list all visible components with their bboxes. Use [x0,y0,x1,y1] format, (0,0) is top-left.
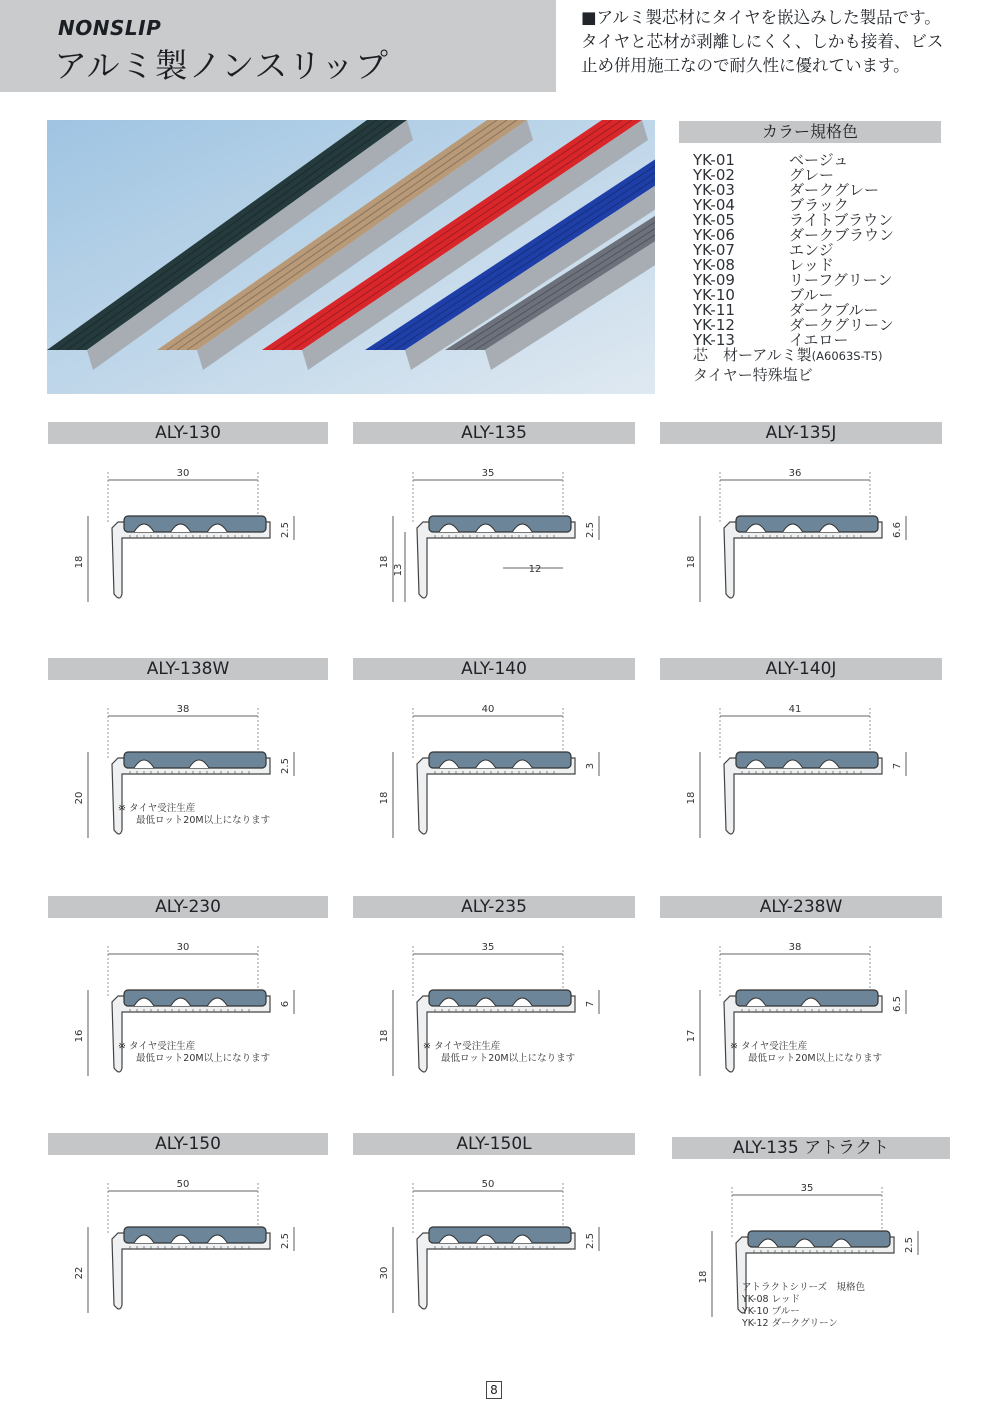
color-name: ライトブラウン [789,211,894,229]
product-note: ※ タイヤ受注生産 [118,1041,196,1052]
dimension-label: 41 [788,704,802,715]
profile-drawing [353,452,635,652]
profile-drawing [672,1167,950,1367]
page-number: 8 [486,1381,502,1399]
profile-drawing [660,688,942,888]
product-heading: ALY-130 [48,422,328,444]
color-name: ブルー [789,286,834,304]
aluminum-core [417,758,575,834]
product-note: ※ タイヤ受注生産 [118,803,196,814]
color-name: エンジ [789,241,834,259]
dimension-label: 38 [788,942,802,953]
color-name: ベージュ [789,151,849,169]
product-heading: ALY-138W [48,658,328,680]
color-name: グレー [789,166,835,184]
aluminum-core [417,522,575,598]
dimension-label: 7 [892,762,903,770]
aluminum-core [724,522,882,598]
dimension-label: 30 [176,468,190,479]
color-code: YK-07 [693,241,735,259]
aluminum-core [417,1233,575,1309]
aluminum-core [724,758,882,834]
aluminum-core [112,1233,270,1309]
color-code: YK-11 [693,301,735,319]
product-note: YK-12 ダークグリーン [742,1318,838,1329]
core-material-spec: (A6063S-T5) [811,349,883,363]
dimension-label: 18 [686,791,697,805]
dimension-label: 38 [176,704,190,715]
dimension-label: 18 [686,555,697,569]
product-note: YK-08 レッド [742,1294,800,1305]
color-code: YK-03 [693,181,735,199]
product-heading: ALY-135 アトラクト [672,1137,950,1159]
color-code: YK-06 [693,226,735,244]
dimension-label: 2.5 [585,1233,596,1249]
dimension-label: 2.5 [904,1237,915,1253]
color-name: ダークブラウン [789,226,895,244]
product-note: ※ タイヤ受注生産 [423,1041,501,1052]
dimension-label: 18 [698,1270,709,1284]
color-code: YK-10 [693,286,735,304]
product-heading: ALY-140J [660,658,942,680]
product-heading: ALY-150L [353,1133,635,1155]
color-code: YK-02 [693,166,735,184]
series-label: NONSLIP [58,16,162,40]
dimension-label: 2.5 [280,758,291,774]
product-heading: ALY-230 [48,896,328,918]
dimension-label: 7 [585,1000,596,1008]
dimension-label: 2.5 [280,522,291,538]
profile-drawing [353,1163,635,1363]
dimension-label: 35 [800,1183,814,1194]
dimension-label: 18 [74,555,85,569]
product-note: ※ タイヤ受注生産 [730,1041,808,1052]
dimension-label: 50 [481,1179,495,1190]
product-note: YK-10 ブルー [742,1306,800,1317]
product-note: アトラクトシリーズ 規格色 [742,1282,866,1293]
dimension-label: 30 [176,942,190,953]
color-code: YK-13 [693,331,735,349]
intro-text: ■アルミ製芯材にタイヤを嵌込みした製品です。タイヤと芯材が剥離しにくく、しかも接着、ビス止め併用施工なので耐久性に優れています。 [581,8,944,75]
profile-drawing [48,688,328,888]
color-name: ブラック [789,196,849,214]
profile-drawing [353,926,635,1126]
dimension-label: 3 [585,762,596,770]
color-code: YK-12 [693,316,735,334]
dimension-label: 2.5 [280,1233,291,1249]
dimension-label: 17 [686,1029,697,1043]
color-name: ダークブルー [789,301,879,319]
product-heading: ALY-135J [660,422,942,444]
profile-drawing [48,1163,328,1363]
dimension-label: 36 [788,468,802,479]
dimension-label: 30 [379,1266,390,1280]
dimension-label: 6 [280,1000,291,1008]
dimension-label: 18 [379,555,390,569]
page-title: アルミ製ノンスリップ [54,46,390,85]
core-material-label: 芯 材ーアルミ製 [693,346,812,364]
color-name: ダークグリーン [789,316,894,334]
color-name: ダークグレー [789,181,880,199]
dimension-label: 6.6 [892,522,903,538]
color-name: レッド [789,256,834,274]
tire-material: タイヤー特殊塩ビ [693,366,813,384]
product-photo [47,120,655,394]
product-note: 最低ロット20M以上になります [441,1053,576,1064]
profile-drawing [353,688,635,888]
dimension-label: 16 [74,1029,85,1043]
color-name: リーフグリーン [789,271,893,289]
color-code: YK-09 [693,271,735,289]
dimension-label: 20 [74,791,85,805]
color-spec-list [693,153,894,348]
dimension-label: 13 [393,563,404,577]
product-note: 最低ロット20M以上になります [748,1053,883,1064]
color-spec-heading: カラー規格色 [679,121,941,143]
profile-drawing [660,452,942,652]
profile-drawing [48,452,328,652]
profile-drawing [660,926,942,1126]
aluminum-core [112,522,270,598]
product-heading: ALY-150 [48,1133,328,1155]
dimension-label: 50 [176,1179,190,1190]
dimension-label: 35 [481,468,495,479]
product-heading: ALY-140 [353,658,635,680]
color-code: YK-04 [693,196,735,214]
core-material [693,348,883,364]
product-note: 最低ロット20M以上になります [136,815,271,826]
dimension-label: 18 [379,791,390,805]
product-heading: ALY-135 [353,422,635,444]
color-name: イエロー [789,331,849,349]
dimension-label: 35 [481,942,495,953]
dimension-label: 6.5 [892,996,903,1012]
dimension-label: 18 [379,1029,390,1043]
color-code: YK-01 [693,151,735,169]
dimension-label: 12 [528,564,542,575]
product-note: 最低ロット20M以上になります [136,1053,271,1064]
color-code: YK-05 [693,211,735,229]
product-heading: ALY-235 [353,896,635,918]
color-code: YK-08 [693,256,735,274]
dimension-label: 2.5 [585,522,596,538]
profile-drawing [48,926,328,1126]
dimension-label: 40 [481,704,495,715]
dimension-label: 22 [74,1266,85,1280]
product-heading: ALY-238W [660,896,942,918]
